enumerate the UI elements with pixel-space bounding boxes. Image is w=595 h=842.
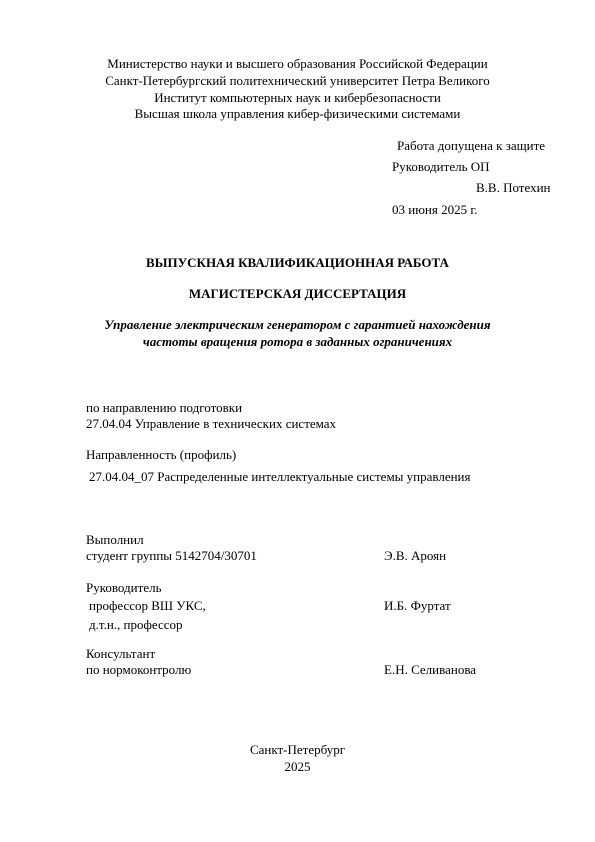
consultant-name: Е.Н. Селиванова: [384, 662, 477, 677]
supervisor-name: И.Б. Фуртат: [384, 598, 451, 613]
profile-label: Направленность (профиль): [86, 447, 237, 462]
performer-name: Э.В. Ароян: [384, 548, 447, 563]
head-name: В.В. Потехин: [476, 180, 551, 195]
supervisor-role: профессор ВШ УКС,: [89, 598, 206, 613]
topic-line-1: Управление электрическим генератором с гарантией нахождения: [104, 317, 491, 332]
topic-line-2: частоты вращения ротора в заданных ограничениях: [142, 334, 453, 349]
work-type-title: ВЫПУСКНАЯ КВАЛИФИКАЦИОННАЯ РАБОТА: [146, 255, 449, 270]
admitted-label: Работа допущена к защите: [397, 138, 546, 153]
head-title: Руководитель ОП: [392, 159, 490, 174]
supervisor-label: Руководитель: [86, 580, 162, 595]
profile-value: 27.04.04_07 Распределенные интеллектуальные системы управления: [89, 469, 471, 484]
performer-label: Выполнил: [86, 532, 144, 547]
degree-title: МАГИСТЕРСКАЯ ДИССЕРТАЦИЯ: [188, 286, 407, 301]
footer-city: Санкт-Петербург: [249, 742, 346, 757]
ministry-line: Министерство науки и высшего образования Российской Федерации: [107, 56, 488, 71]
supervisor-degree: д.т.н., профессор: [89, 617, 183, 632]
consultant-role: по нормоконтролю: [86, 662, 192, 677]
direction-label: по направлению подготовки: [86, 400, 243, 415]
university-line: Санкт-Петербургский политехнический университет Петра Великого: [105, 73, 490, 88]
direction-value: 27.04.04 Управление в технических системах: [86, 416, 337, 431]
performer-role: студент группы 5142704/30701: [86, 548, 257, 563]
footer-year: 2025: [284, 759, 311, 774]
consultant-label: Консультант: [86, 646, 156, 661]
school-line: Высшая школа управления кибер-физическими системами: [134, 106, 461, 121]
approval-date: 03 июня 2025 г.: [392, 202, 478, 217]
institute-line: Институт компьютерных наук и кибербезопасности: [154, 90, 441, 105]
